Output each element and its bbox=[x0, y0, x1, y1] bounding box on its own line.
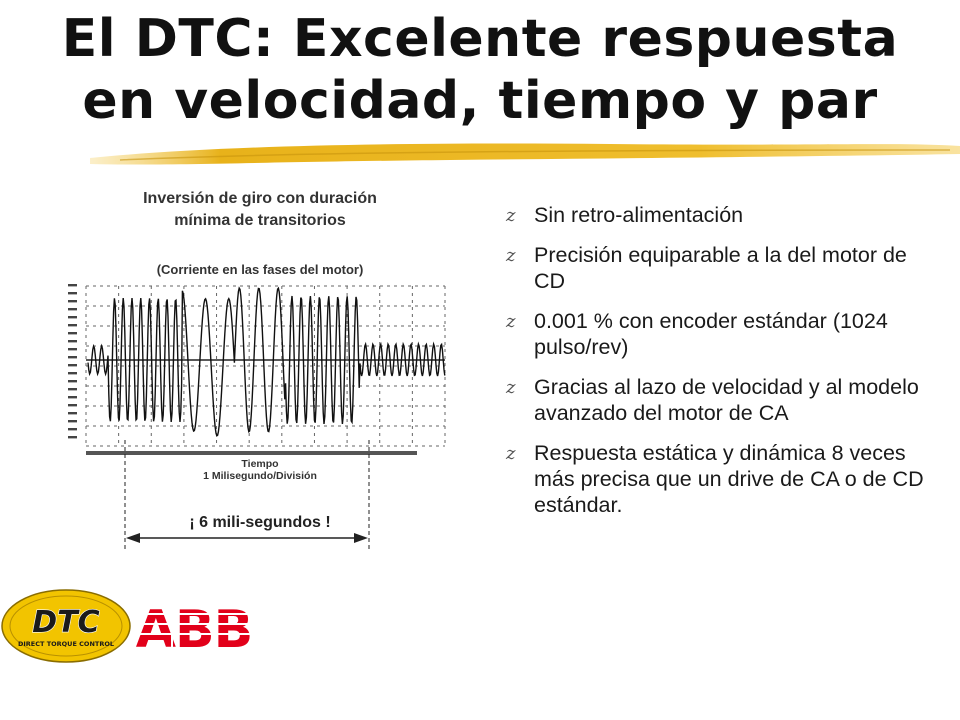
axis-tick bbox=[68, 396, 77, 398]
feature-bullet-list bbox=[506, 202, 926, 532]
axis-tick bbox=[68, 428, 77, 430]
axis-tick bbox=[68, 348, 77, 350]
axis-tick bbox=[68, 308, 77, 310]
slide-title bbox=[30, 8, 930, 132]
axis-tick bbox=[68, 316, 77, 318]
axis-tick bbox=[68, 284, 77, 286]
axis-tick bbox=[68, 356, 77, 358]
duration-arrow-right-head bbox=[354, 533, 368, 543]
dtc-logo bbox=[0, 588, 132, 664]
axis-tick bbox=[68, 340, 77, 342]
bullet-item bbox=[506, 242, 926, 294]
axis-tick bbox=[68, 364, 77, 366]
bullet-text: 0.001 % con encoder estándar (1024 pulso/rev) bbox=[534, 309, 888, 359]
axis-tick bbox=[68, 292, 77, 294]
axis-tick bbox=[68, 372, 77, 374]
waveform-axis-ticks bbox=[68, 284, 77, 438]
abb-logo-text: ABB bbox=[135, 600, 253, 652]
bullet-text: Precisión equiparable a la del motor de CD bbox=[534, 243, 907, 293]
axis-tick bbox=[68, 436, 77, 438]
axis-tick bbox=[68, 404, 77, 406]
bullet-item bbox=[506, 440, 926, 518]
axis-tick bbox=[68, 332, 77, 334]
bullet-marker: z bbox=[506, 205, 516, 226]
slide-title-line-1: El DTC: Excelente respuesta bbox=[61, 9, 899, 69]
axis-tick bbox=[68, 380, 77, 382]
bullet-item bbox=[506, 202, 926, 228]
duration-arrow-left-head bbox=[126, 533, 140, 543]
bullet-item bbox=[506, 374, 926, 426]
time-axis-label-line-2: 1 Milisegundo/División bbox=[203, 470, 317, 482]
bullet-text: Respuesta estática y dinámica 8 veces más precisa que un drive de CA o de CD estándar. bbox=[534, 441, 924, 517]
axis-tick bbox=[68, 324, 77, 326]
figure-caption-line-2: mínima de transitorios bbox=[174, 212, 346, 229]
dtc-logo-subtext: DIRECT TORQUE CONTROL bbox=[17, 640, 115, 648]
bullet-item bbox=[506, 308, 926, 360]
bullet-text: Gracias al lazo de velocidad y al modelo avanzado del motor de CA bbox=[534, 375, 919, 425]
time-axis-label-line-1: Tiempo bbox=[241, 458, 279, 470]
bullet-marker: z bbox=[506, 311, 516, 332]
figure-subcaption: (Corriente en las fases del motor) bbox=[156, 262, 364, 277]
title-underline-brush bbox=[90, 136, 960, 170]
dtc-logo-text: DTC bbox=[32, 605, 100, 640]
duration-bracket bbox=[110, 440, 380, 552]
axis-tick bbox=[68, 300, 77, 302]
duration-label: ¡ 6 mili-segundos ! bbox=[189, 514, 331, 531]
bullet-marker: z bbox=[506, 377, 516, 398]
axis-tick bbox=[68, 420, 77, 422]
abb-logo bbox=[134, 600, 254, 652]
figure-caption bbox=[80, 188, 440, 232]
axis-tick bbox=[68, 412, 77, 414]
bullet-marker: z bbox=[506, 245, 516, 266]
bullet-text: Sin retro-alimentación bbox=[534, 203, 744, 227]
phase-current-trace bbox=[88, 288, 445, 436]
slide-title-line-2: en velocidad, tiempo y par bbox=[82, 71, 878, 131]
current-waveform-plot bbox=[60, 280, 450, 458]
figure-caption-line-1: Inversión de giro con duración bbox=[143, 190, 377, 207]
axis-tick bbox=[68, 388, 77, 390]
bullet-marker: z bbox=[506, 443, 516, 464]
